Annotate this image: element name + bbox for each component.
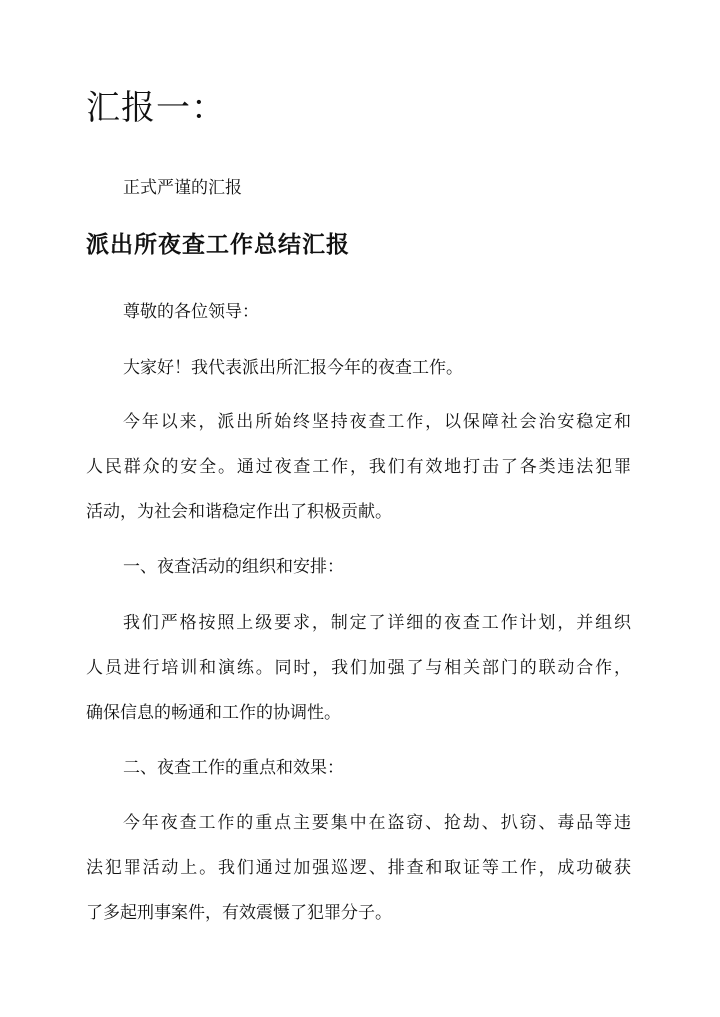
paragraph-3-line-2: 法犯罪活动上。我们通过加强巡逻、排查和取证等工作，成功破获 bbox=[86, 858, 631, 878]
report-title: 派出所夜查工作总结汇报 bbox=[86, 231, 350, 258]
paragraph-2-line-3: 确保信息的畅通和工作的协调性。 bbox=[86, 703, 341, 723]
paragraph-1-line-3: 活动，为社会和谐稳定作出了积极贡献。 bbox=[86, 502, 392, 522]
paragraph-2-line-2: 人员进行培训和演练。同时，我们加强了与相关部门的联动合作， bbox=[86, 658, 631, 678]
document-subtitle: 正式严谨的汇报 bbox=[123, 178, 242, 198]
document-heading: 汇报一： bbox=[86, 88, 226, 128]
paragraph-3-line-1: 今年夜查工作的重点主要集中在盗窃、抢劫、扒窃、毒品等违 bbox=[123, 813, 631, 833]
paragraph-2-line-1: 我们严格按照上级要求，制定了详细的夜查工作计划，并组织 bbox=[123, 613, 631, 633]
section-1-heading: 一、夜查活动的组织和安排： bbox=[123, 557, 344, 577]
paragraph-1-line-2: 人民群众的安全。通过夜查工作，我们有效地打击了各类违法犯罪 bbox=[86, 457, 631, 477]
paragraph-1-line-1: 今年以来，派出所始终坚持夜查工作，以保障社会治安稳定和 bbox=[123, 412, 631, 432]
paragraph-3-line-3: 了多起刑事案件，有效震慑了犯罪分子。 bbox=[86, 903, 392, 923]
salutation: 尊敬的各位领导： bbox=[123, 302, 259, 322]
intro-paragraph: 大家好！我代表派出所汇报今年的夜查工作。 bbox=[123, 358, 463, 378]
section-2-heading: 二、夜查工作的重点和效果： bbox=[123, 758, 344, 778]
